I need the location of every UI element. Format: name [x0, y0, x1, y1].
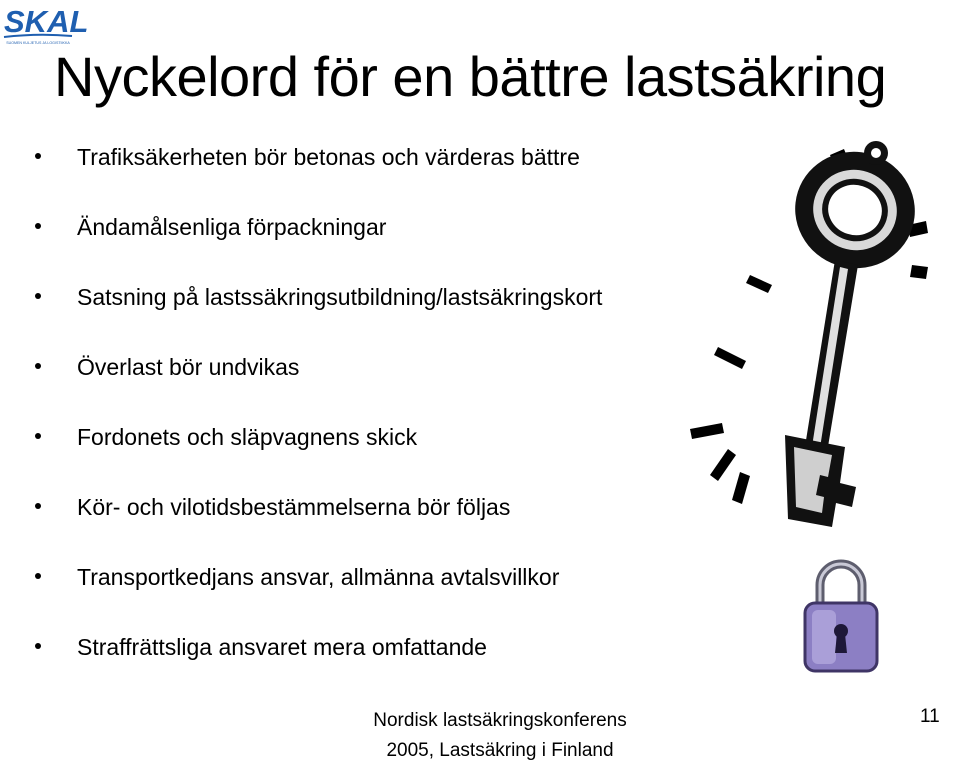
bullet-dot-icon: [35, 363, 41, 369]
key-icon: [680, 135, 960, 575]
bullet-dot-icon: [35, 223, 41, 229]
logo-subtext: SUOMEN KULJETUS JA LOGISTIIKKA: [6, 41, 70, 45]
bullet-text: Satsning på lastssäkringsutbildning/lastsäkringskort: [77, 284, 603, 310]
slide-title: Nyckelord för en bättre lastsäkring: [54, 45, 887, 108]
bullet-dot-icon: [35, 573, 41, 579]
bullet-text: Trafiksäkerheten bör betonas och värderas bättre: [77, 144, 580, 170]
bullet-text: Ändamålsenliga förpackningar: [77, 214, 387, 240]
bullet-text: Kör- och vilotidsbestämmelserna bör följas: [77, 494, 511, 520]
logo-text: SKAL: [4, 4, 89, 39]
bullet-text: Transportkedjans ansvar, allmänna avtalsvillkor: [77, 564, 560, 590]
footer-line-2: 2005, Lastsäkring i Finland: [386, 740, 614, 761]
footer-line-1: Nordisk lastsäkringskonferens: [373, 710, 627, 731]
bullet-dot-icon: [35, 503, 41, 509]
bullet-text: Fordonets och släpvagnens skick: [77, 424, 418, 450]
padlock-icon: [800, 555, 882, 675]
bullet-text: Straffrättsliga ansvaret mera omfattande: [77, 634, 487, 660]
bullet-dot-icon: [35, 293, 41, 299]
bullet-text: Överlast bör undvikas: [77, 354, 300, 380]
footer-conference: [340, 706, 660, 766]
bullet-dot-icon: [35, 433, 41, 439]
bullet-dot-icon: [35, 643, 41, 649]
skal-logo: [2, 2, 89, 46]
page-number: 11: [920, 706, 940, 727]
bullet-dot-icon: [35, 153, 41, 159]
